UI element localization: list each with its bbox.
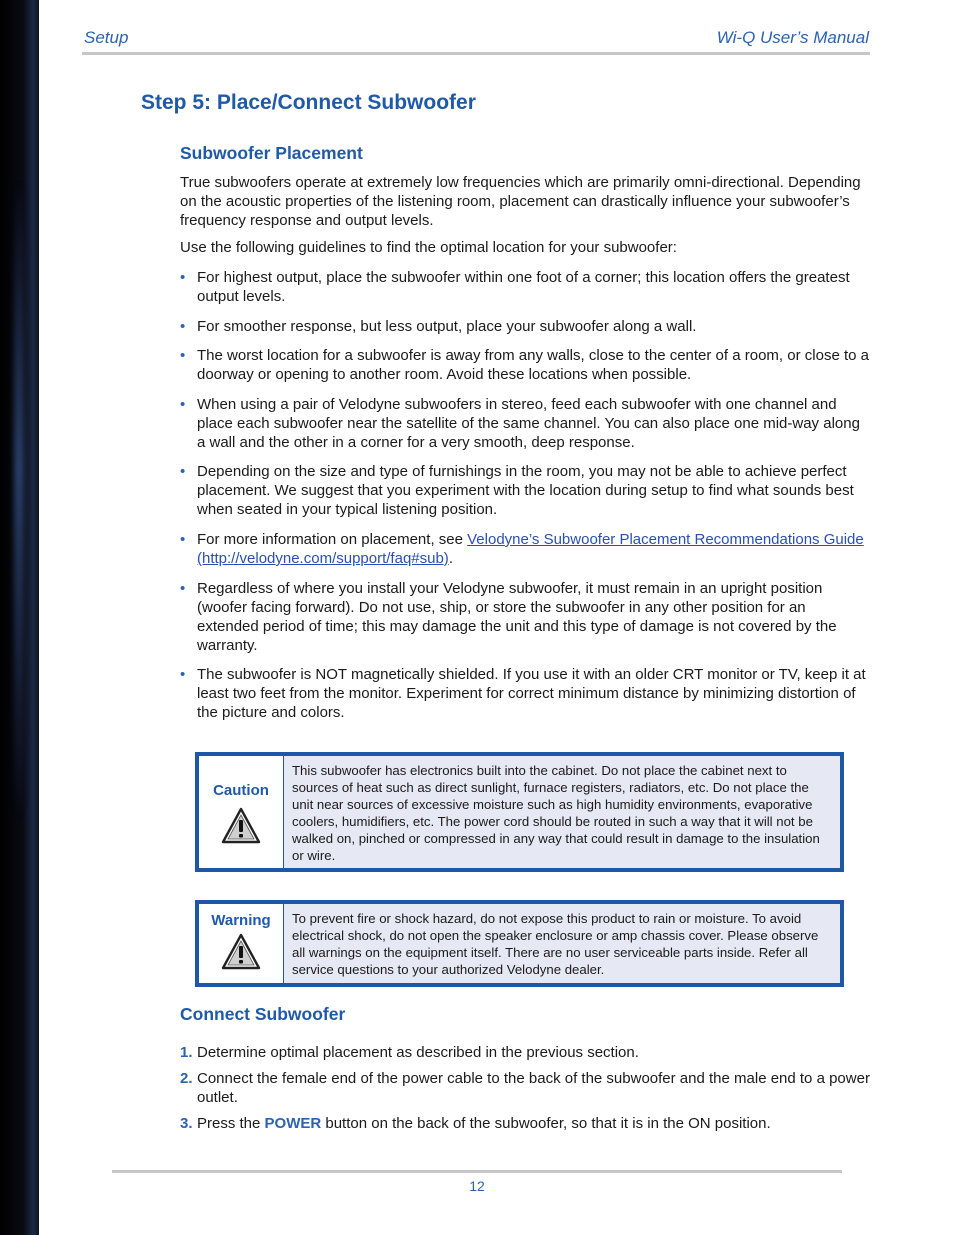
header-divider <box>82 52 870 55</box>
caution-label-cell <box>199 756 284 868</box>
warning-label: Warning <box>211 912 271 929</box>
footer-divider <box>112 1170 842 1173</box>
connect-steps-list <box>180 1043 870 1140</box>
caution-text: This subwoofer has electronics built into the cabinet. Do not place the cabinet next to sources of heat such as direct sunlight, furnace registers, radiators, etc. Do not place the unit near sources of excessive moisture such as high humidity environments, evaporative coolers, humidifiers, etc. The power cord should be routed in such a way that it will not be walked on, pinched or compressed in any way that could result in damage to the insulation or wire. <box>284 756 840 868</box>
placement-guide-link[interactable]: Velodyne’s Subwoofer Placement Recommendations Guide (http://velodyne.com/support/faq#sub) <box>197 530 864 567</box>
caution-label: Caution <box>213 782 269 799</box>
list-item: • Depending on the size and type of furnishings in the room, you may not be able to achieve perfect placement. We suggest that you experiment with the location during setup to find what sounds best when seated in your typical listening position. <box>180 463 854 519</box>
list-item: 2. Connect the female end of the power cable to the back of the subwoofer and the male end to a power outlet. <box>180 1070 870 1106</box>
bullet-icon: • <box>180 395 186 413</box>
bullet-icon: • <box>180 347 186 365</box>
list-item: • The worst location for a subwoofer is away from any walls, close to the center of a room, or close to a doorway or opening to another room. Avoid these locations when possible. <box>180 347 869 384</box>
step-number: 1. <box>180 1044 193 1061</box>
caution-box <box>195 752 844 872</box>
placement-intro: True subwoofers operate at extremely low frequencies which are primarily omni-directional. Depending on the acoustic properties of the listening room, placement can drastically influence your subwoofer’s frequency response and output levels. <box>180 174 861 229</box>
warning-triangle-icon <box>221 933 261 971</box>
header-manual-title: Wi-Q User’s Manual <box>716 28 869 47</box>
power-keyword: POWER <box>264 1115 322 1132</box>
list-item: • For highest output, place the subwoofer within one foot of a corner; this location offers the greatest output levels. <box>180 269 850 305</box>
list-item: 3. Press the POWER button on the back of the subwoofer, so that it is in the ON position. <box>180 1115 771 1132</box>
warning-triangle-icon <box>221 807 261 845</box>
step-number: 3. <box>180 1115 193 1132</box>
list-item: • The subwoofer is NOT magnetically shielded. If you use it with an older CRT monitor or TV, keep it at least two feet from the monitor. Experiment for correct minimum distance by minimizing distortion of the picture and colors. <box>180 666 866 722</box>
warning-text: To prevent fire or shock hazard, do not expose this product to rain or moisture. To avoid electrical shock, do not open the speaker enclosure or amp chassis cover. Please observe all warnings on the equipment itself. There are no user serviceable parts inside. Refer all service questions to your authorized Velodyne dealer. <box>284 904 840 983</box>
list-item: • Regardless of where you install your Velodyne subwoofer, it must remain in an upright position (woofer facing forward). Do not use, ship, or store the subwoofer in any other position for an extended period of time; this may damage the unit and this type of damage is not covered by the warranty. <box>180 579 837 654</box>
connect-heading: Connect Subwoofer <box>180 1004 346 1024</box>
list-item: • For smoother response, but less output, place your subwoofer along a wall. <box>180 317 697 335</box>
header-section: Setup <box>84 28 129 47</box>
warning-label-cell <box>199 904 284 983</box>
bullet-icon: • <box>180 530 186 548</box>
list-item: • For more information on placement, see Velodyne’s Subwoofer Placement Recommendations Guide (http://velodyne.com/support/faq#sub). <box>180 530 864 567</box>
list-item: 1. Determine optimal placement as described in the previous section. <box>180 1044 639 1061</box>
list-item: • When using a pair of Velodyne subwoofers in stereo, feed each subwoofer with one channel and place each subwoofer near the satellite of the same channel. You can also place one mid-way along a wall and the other in a corner for a very smooth, deep response. <box>180 395 860 451</box>
page-number: 12 <box>469 1178 485 1194</box>
placement-heading: Subwoofer Placement <box>180 143 363 163</box>
bullet-icon: • <box>180 463 186 481</box>
bullet-icon: • <box>180 269 186 286</box>
bullet-icon: • <box>180 579 186 597</box>
bullet-icon: • <box>180 666 186 684</box>
bullet-icon: • <box>180 317 186 335</box>
page-edge-shadow <box>0 0 39 1235</box>
placement-guidelines-list <box>180 268 870 733</box>
guidelines-intro: Use the following guidelines to find the optimal location for your subwoofer: <box>180 239 677 256</box>
page-title: Step 5: Place/Connect Subwoofer <box>141 91 476 114</box>
step-number: 2. <box>180 1070 193 1087</box>
warning-box <box>195 900 844 987</box>
